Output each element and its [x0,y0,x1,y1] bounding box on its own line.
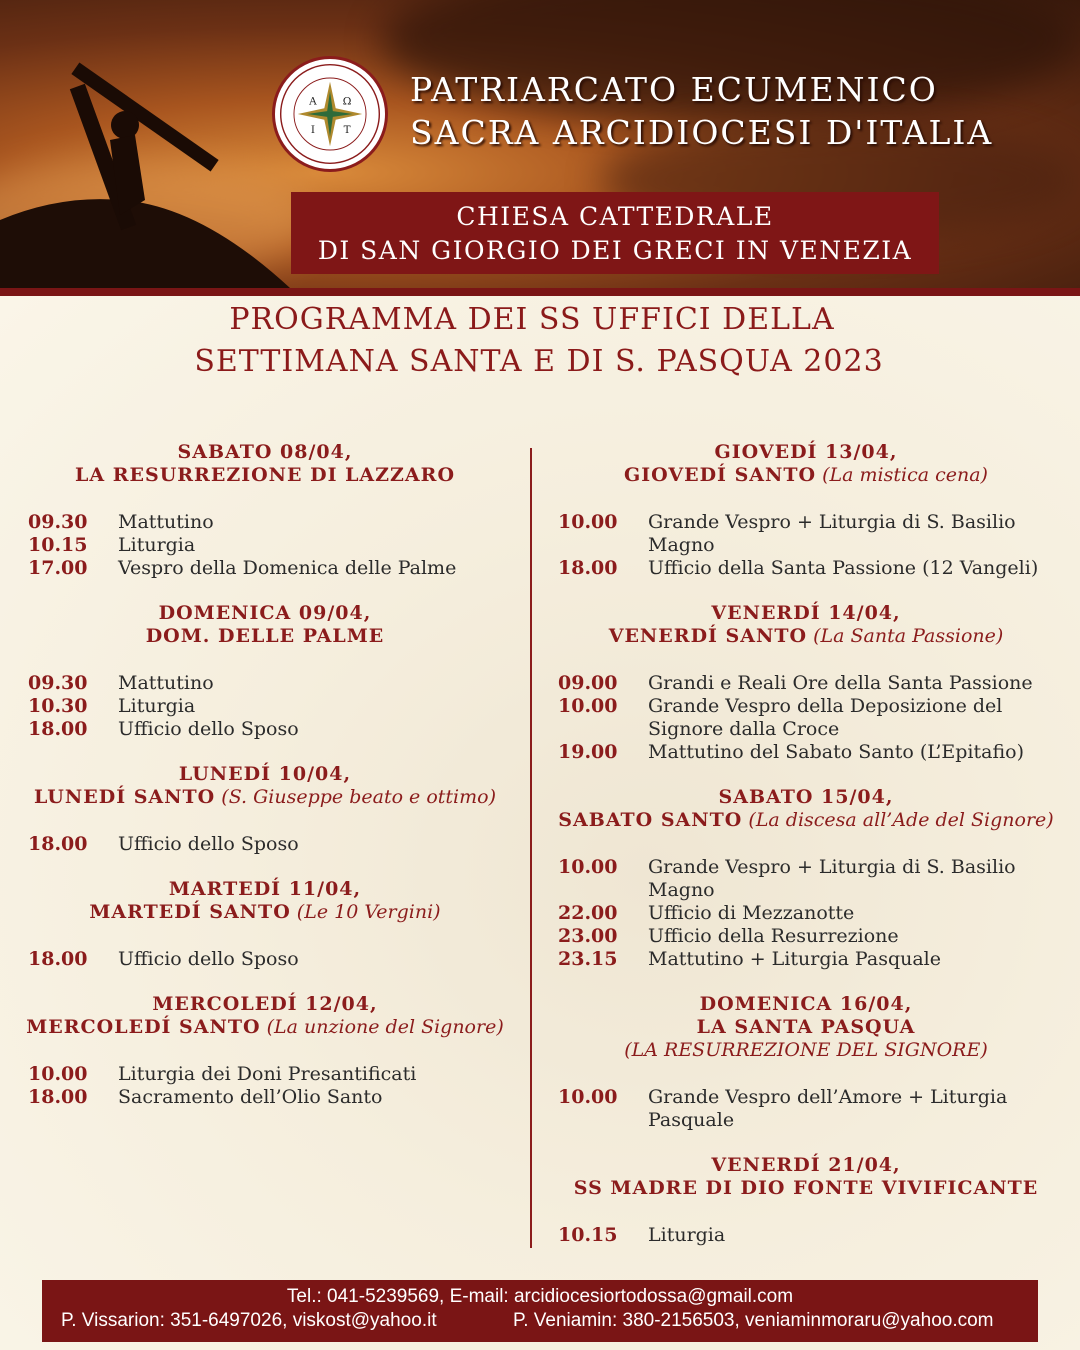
day-heading-line [532,1039,1080,1062]
service-name: Liturgia dei Doni Presantificati [118,1063,417,1085]
contact-vissarion: P. Vissarion: 351-6497026, viskost@yahoo.it [61,1310,437,1331]
day-heading-line [532,1154,1080,1177]
service-row [532,925,1080,948]
service-time: 18.00 [558,557,618,579]
service-time: 22.00 [558,902,618,924]
service-row [532,741,1080,764]
service-name: Mattutino del Sabato Santo (L’Epitafio) [648,741,1024,763]
day-heading-line [0,441,530,464]
day-heading-note: (La discesa all’Ade del Signore) [748,809,1054,831]
day-heading-note: (La unzione del Signore) [266,1016,504,1038]
service-time: 17.00 [28,557,88,579]
day-heading-bold: GIOVEDÍ 13/04, [714,441,898,463]
day-block [0,763,530,856]
service-row [532,511,1080,557]
service-time: 09.30 [28,511,88,533]
day-heading-line [0,878,530,901]
service-name: Vespro della Domenica delle Palme [118,557,457,579]
contact-footer [42,1280,1038,1342]
service-list [0,948,530,971]
service-row [0,557,530,580]
day-block [532,602,1080,764]
service-list [0,1063,530,1109]
service-time: 18.00 [28,833,88,855]
service-list [532,672,1080,764]
day-block [0,602,530,741]
day-block [532,441,1080,580]
service-row [0,1063,530,1086]
day-block [0,441,530,580]
day-heading-bold: DOMENICA 09/04, [158,602,372,624]
service-row [0,718,530,741]
service-list [532,1224,1080,1247]
day-heading-line [532,993,1080,1016]
day-heading-note: (Le 10 Vergini) [296,901,441,923]
service-name: Grandi e Reali Ore della Santa Passione [648,672,1033,694]
svg-text:Ι: Ι [310,123,315,136]
service-name: Ufficio della Santa Passione (12 Vangeli) [648,557,1039,579]
day-heading-line [0,625,530,648]
service-time: 10.00 [558,695,618,717]
header-banner [0,0,1080,288]
service-time: 09.30 [28,672,88,694]
day-heading-bold: VENERDÍ 21/04, [711,1154,901,1176]
day-heading-bold: SABATO 15/04, [718,786,894,808]
church-line2: DI SAN GIORGIO DEI GRECI IN VENEZIA [317,236,913,265]
header-title-line1: PATRIARCATO ECUMENICO [410,70,938,109]
service-name: Mattutino [118,511,214,533]
service-name: Grande Vespro + Liturgia di S. Basilio Magno [648,511,1016,556]
svg-text:Τ: Τ [343,123,351,136]
service-row [0,1086,530,1109]
contact-phone-email: Tel.: 041-5239569, E-mail: arcidiocesiortodossa@gmail.com [286,1286,794,1307]
day-heading-note: (La mistica cena) [822,464,988,486]
day-heading-bold: SABATO 08/04, [177,441,353,463]
service-list [532,511,1080,580]
service-time: 10.30 [28,695,88,717]
day-heading-line [0,763,530,786]
service-time: 10.00 [28,1063,88,1085]
day-heading-bold: MERCOLEDÍ SANTO [26,1016,261,1038]
day-block [532,993,1080,1132]
day-heading-line [0,464,530,487]
day-heading-note: (La Santa Passione) [813,625,1004,647]
service-name: Liturgia [118,534,196,556]
service-list [532,1086,1080,1132]
service-name: Sacramento dell’Olio Santo [118,1086,383,1108]
svg-text:Α: Α [309,95,317,108]
service-list [0,511,530,580]
day-heading-bold: LA RESURREZIONE DI LAZZARO [74,464,455,486]
day-heading-bold: LA SANTA PASQUA [696,1016,916,1038]
service-time: 23.00 [558,925,618,947]
day-heading-bold: MERCOLEDÍ 12/04, [152,993,378,1015]
service-time: 10.00 [558,1086,618,1108]
day-block [532,1154,1080,1247]
service-time: 23.15 [558,948,618,970]
service-row [0,511,530,534]
patriarchate-seal-logo [272,56,388,172]
service-name: Ufficio dello Sposo [118,948,299,970]
day-heading-line [532,1177,1080,1200]
service-time: 10.15 [28,534,88,556]
header-divider [0,288,1080,296]
svg-text:Ω: Ω [342,95,352,108]
service-name: Grande Vespro della Deposizione del Signore dalla Croce [648,695,1003,740]
service-row [532,902,1080,925]
day-block [532,786,1080,971]
day-heading-line [532,602,1080,625]
service-time: 18.00 [28,718,88,740]
service-time: 10.00 [558,511,618,533]
church-line1: CHIESA CATTEDRALE [456,202,774,231]
church-name-box [291,192,939,274]
service-row [0,672,530,695]
schedule-left-column [0,441,530,1131]
service-name: Ufficio di Mezzanotte [648,902,855,924]
day-heading-bold: VENERDÍ SANTO [608,625,808,647]
day-heading-bold: VENERDÍ 14/04, [711,602,901,624]
service-name: Liturgia [118,695,196,717]
day-heading-line [0,1016,530,1039]
service-list [0,672,530,741]
service-time: 10.00 [558,856,618,878]
service-row [532,948,1080,971]
day-heading-line [532,809,1080,832]
day-heading-bold: SABATO SANTO [558,809,743,831]
day-block [0,993,530,1109]
service-row [532,856,1080,902]
day-heading-line [532,786,1080,809]
service-list [532,856,1080,971]
service-time: 19.00 [558,741,618,763]
day-heading-line [0,786,530,809]
service-name: Ufficio della Resurrezione [648,925,899,947]
day-heading-bold: SS MADRE DI DIO FONTE VIVIFICANTE [573,1177,1039,1199]
service-name: Mattutino [118,672,214,694]
service-time: 18.00 [28,948,88,970]
header-title-line2: SACRA ARCIDIOCESI D'ITALIA [410,113,994,152]
service-name: Ufficio dello Sposo [118,718,299,740]
service-name: Grande Vespro + Liturgia di S. Basilio Magno [648,856,1016,901]
day-heading-bold: DOM. DELLE PALME [145,625,385,647]
day-heading-bold: DOMENICA 16/04, [699,993,913,1015]
service-time: 18.00 [28,1086,88,1108]
service-row [532,695,1080,741]
contact-veniamin: P. Veniamin: 380-2156503, veniaminmoraru@yahoo.com [513,1310,994,1331]
day-heading-bold: MARTEDÍ 11/04, [168,878,362,900]
service-row [532,557,1080,580]
day-heading-bold: GIOVEDÍ SANTO [624,464,817,486]
service-row [0,695,530,718]
day-heading-line [532,441,1080,464]
schedule-right-column [532,441,1080,1269]
day-heading-line [0,993,530,1016]
day-heading-note: (S. Giuseppe beato e ottimo) [221,786,496,808]
program-title-line1: PROGRAMMA DEI SS UFFICI DELLA [229,302,835,337]
day-heading-bold: LUNEDÍ SANTO [33,786,216,808]
service-row [0,948,530,971]
day-block [0,878,530,971]
service-list [0,833,530,856]
service-row [0,534,530,557]
day-heading-bold: MARTEDÍ SANTO [89,901,291,923]
service-name: Mattutino + Liturgia Pasquale [648,948,941,970]
service-name: Grande Vespro dell’Amore + Liturgia Pasquale [648,1086,1008,1131]
service-row [532,1086,1080,1132]
service-name: Liturgia [648,1224,726,1246]
day-heading-line [0,901,530,924]
day-heading-line [0,602,530,625]
service-row [532,1224,1080,1247]
day-heading-line [532,625,1080,648]
day-heading-note: (LA RESURREZIONE DEL SIGNORE) [624,1039,988,1061]
program-title-line2: SETTIMANA SANTA E DI S. PASQUA 2023 [194,344,884,379]
service-time: 09.00 [558,672,618,694]
day-heading-bold: LUNEDÍ 10/04, [178,763,352,785]
service-time: 10.15 [558,1224,618,1246]
service-row [0,833,530,856]
day-heading-line [532,464,1080,487]
service-row [532,672,1080,695]
service-name: Ufficio dello Sposo [118,833,299,855]
day-heading-line [532,1016,1080,1039]
